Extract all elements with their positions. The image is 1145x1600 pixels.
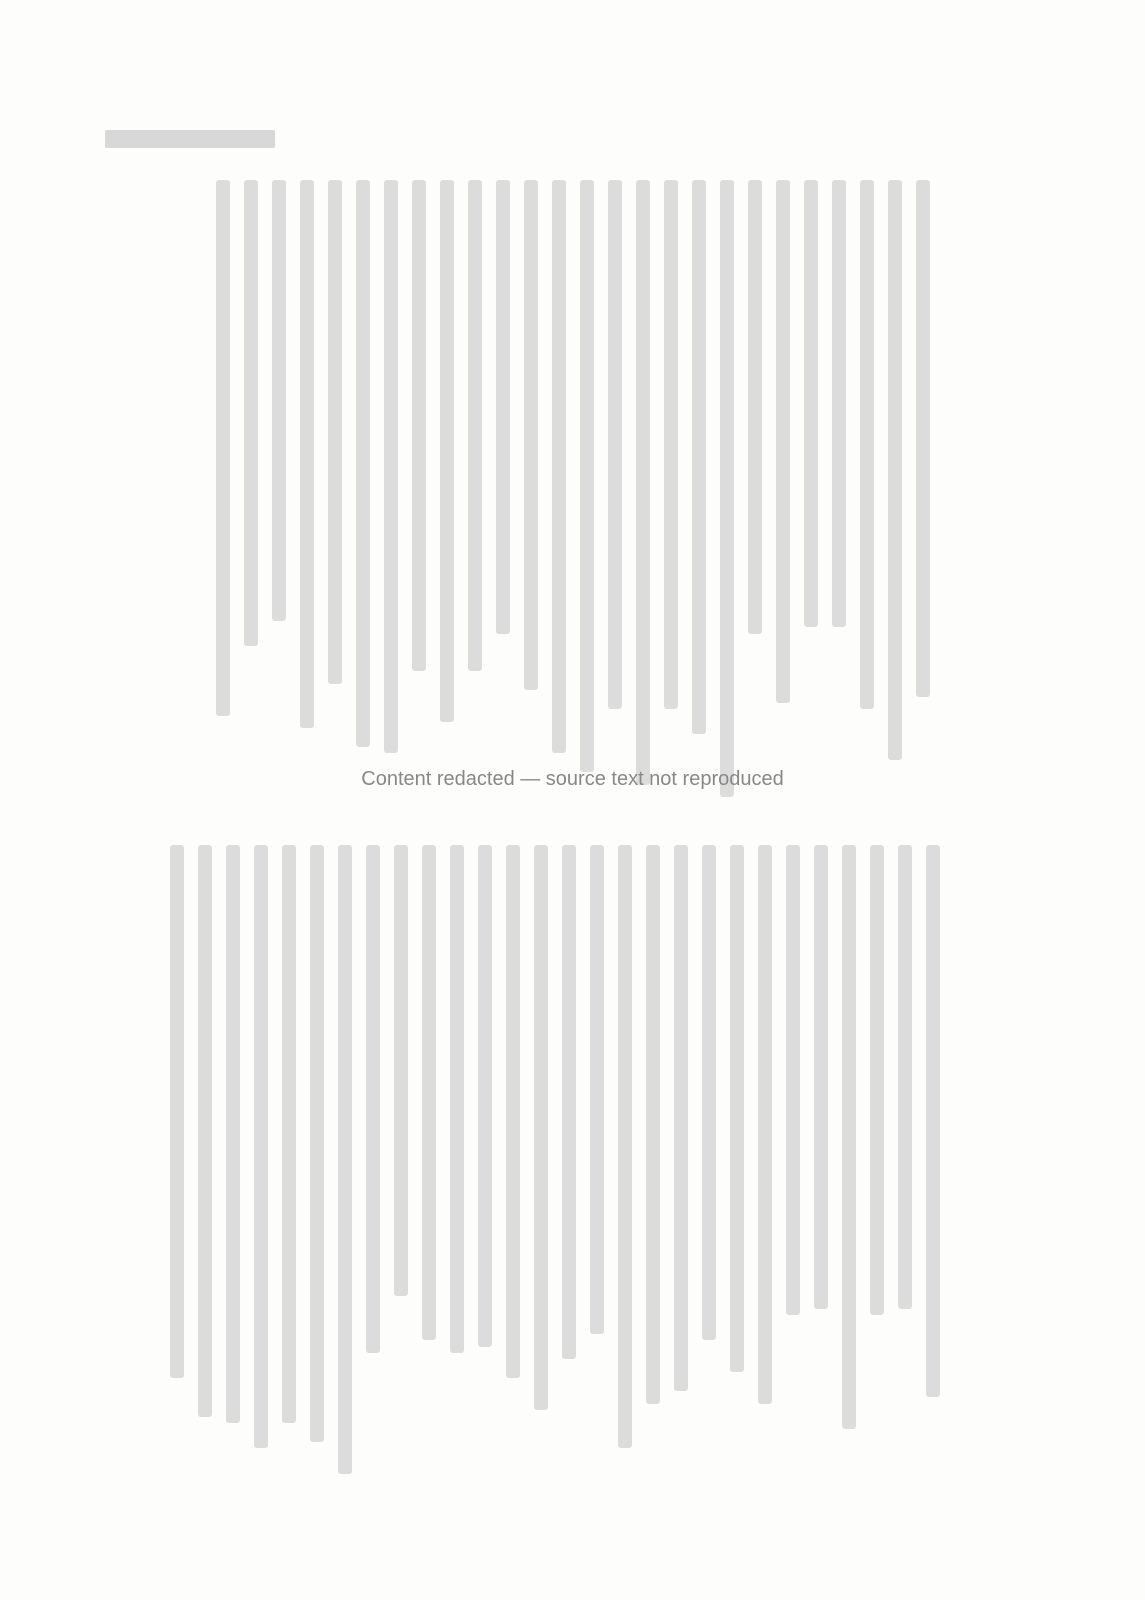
redacted-text-column xyxy=(702,845,716,1340)
redacted-text-column xyxy=(832,180,846,627)
redacted-text-column xyxy=(608,180,622,709)
redaction-note: Content redacted — source text not reproduced xyxy=(361,768,784,790)
redacted-text-column xyxy=(338,845,352,1474)
redacted-text-column xyxy=(254,845,268,1448)
redacted-text-column xyxy=(580,180,594,772)
redacted-text-column xyxy=(842,845,856,1429)
redacted-text-column xyxy=(440,180,454,722)
redacted-text-column xyxy=(646,845,660,1404)
redacted-text-column xyxy=(562,845,576,1359)
redacted-text-column xyxy=(552,180,566,753)
redacted-text-column xyxy=(888,180,902,760)
redacted-text-column xyxy=(216,180,230,716)
redacted-text-column xyxy=(300,180,314,728)
redacted-text-column xyxy=(926,845,940,1397)
redacted-text-column xyxy=(310,845,324,1442)
redacted-text-column xyxy=(692,180,706,734)
redacted-text-column xyxy=(272,180,286,621)
redacted-text-column xyxy=(636,180,650,785)
redacted-text-column xyxy=(226,845,240,1423)
redacted-text-column xyxy=(244,180,258,646)
running-title-redacted xyxy=(105,130,275,148)
redacted-text-column xyxy=(524,180,538,690)
redacted-text-column xyxy=(674,845,688,1391)
redacted-text-column xyxy=(870,845,884,1315)
redacted-text-column xyxy=(282,845,296,1423)
redacted-text-column xyxy=(384,180,398,753)
redacted-text-column xyxy=(534,845,548,1410)
redacted-text-column xyxy=(412,180,426,671)
redacted-text-column xyxy=(916,180,930,697)
redacted-text-column xyxy=(860,180,874,709)
redacted-text-column xyxy=(328,180,342,684)
redacted-text-column xyxy=(356,180,370,747)
redacted-text-column xyxy=(664,180,678,709)
redacted-text-column xyxy=(776,180,790,703)
redacted-text-column xyxy=(422,845,436,1340)
redacted-text-column xyxy=(730,845,744,1372)
redacted-text-column xyxy=(814,845,828,1309)
redacted-text-column xyxy=(478,845,492,1347)
redacted-text-column xyxy=(748,180,762,634)
redacted-text-column xyxy=(618,845,632,1448)
redacted-text-column xyxy=(394,845,408,1296)
redacted-text-column xyxy=(804,180,818,627)
redacted-text-column xyxy=(198,845,212,1417)
redacted-text-column xyxy=(450,845,464,1353)
redacted-text-column xyxy=(170,845,184,1378)
redacted-text-column xyxy=(758,845,772,1404)
redacted-text-column xyxy=(496,180,510,634)
redacted-text-column xyxy=(786,845,800,1315)
redacted-text-column xyxy=(366,845,380,1353)
redacted-text-column xyxy=(468,180,482,671)
redacted-text-column xyxy=(590,845,604,1334)
redacted-text-column xyxy=(898,845,912,1309)
redacted-text-column xyxy=(506,845,520,1378)
redacted-text-column xyxy=(720,180,734,797)
text-block-top-redacted xyxy=(130,180,930,810)
text-block-bottom-redacted xyxy=(105,845,940,1480)
